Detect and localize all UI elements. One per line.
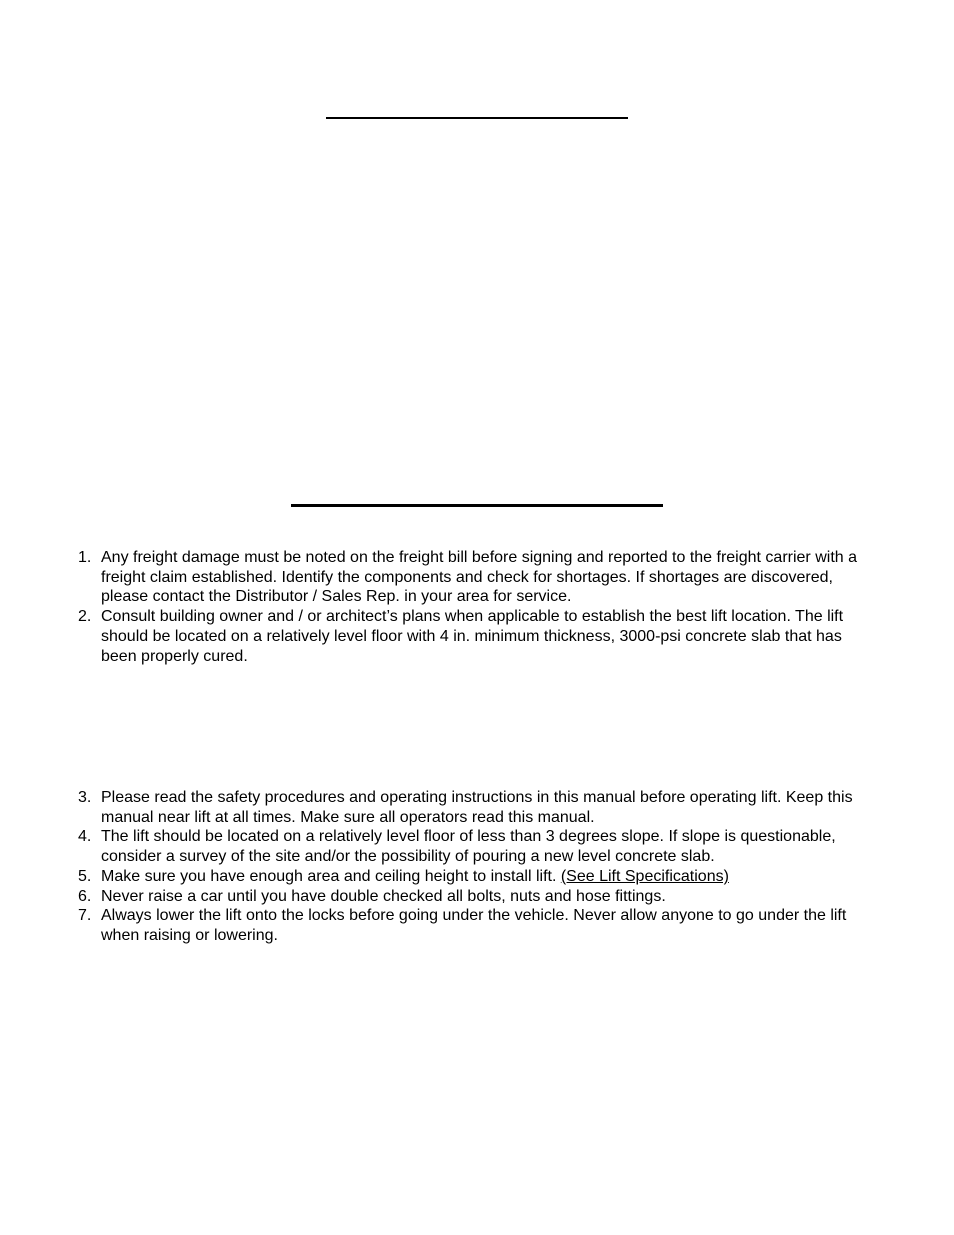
list-item: [78, 788, 878, 827]
instructions-list-1: [78, 548, 878, 666]
heading-underline-top: [326, 117, 628, 119]
item-text: Never raise a car until you have double checked all bolts, nuts and hose fittings.: [101, 887, 666, 905]
item-text: Consult building owner and / or architect’s plans when applicable to establish the best lift location. The lift should be located on a relatively level floor with 4 in. minimum thickness, 3000-psi concrete slab that has been properly cured.: [101, 608, 844, 665]
item-number: 6.: [78, 887, 92, 905]
list-item: [78, 607, 878, 666]
list-item: [78, 867, 878, 887]
list-item: [78, 906, 878, 945]
item-text: Always lower the lift onto the locks before going under the vehicle. Never allow anyone to go under the lift when raising or lowering.: [101, 907, 847, 944]
heading-underline-middle: [291, 504, 663, 507]
item-number: 7.: [78, 907, 92, 925]
list-item: [78, 887, 878, 907]
instructions-list-2: [78, 788, 878, 946]
item-number: 2.: [78, 608, 92, 626]
item-text: Make sure you have enough area and ceiling height to install lift.: [101, 867, 561, 885]
item-number: 1.: [78, 549, 92, 566]
item-text: The lift should be located on a relatively level floor of less than 3 degrees slope. If slope is questionable, consider a survey of the site and/or the possibility of pouring a new level concrete slab.: [101, 828, 836, 866]
item-text: Please read the safety procedures and operating instructions in this manual before operating lift. Keep this manual near lift at all times. Make sure all operators read this manual.: [101, 789, 853, 826]
list-item: [78, 548, 878, 607]
item-number: 4.: [78, 828, 92, 846]
item-number: 3.: [78, 789, 92, 806]
item-number: 5.: [78, 867, 92, 885]
list-item: [78, 827, 878, 866]
item-text: Any freight damage must be noted on the freight bill before signing and reported to the freight carrier with a freight claim established. Identify the components and check for shortages. If shortages are discovered, please contact the Distributor / Sales Rep. in your area for service.: [101, 549, 857, 606]
lift-specifications-link[interactable]: (See Lift Specifications): [560, 867, 729, 885]
